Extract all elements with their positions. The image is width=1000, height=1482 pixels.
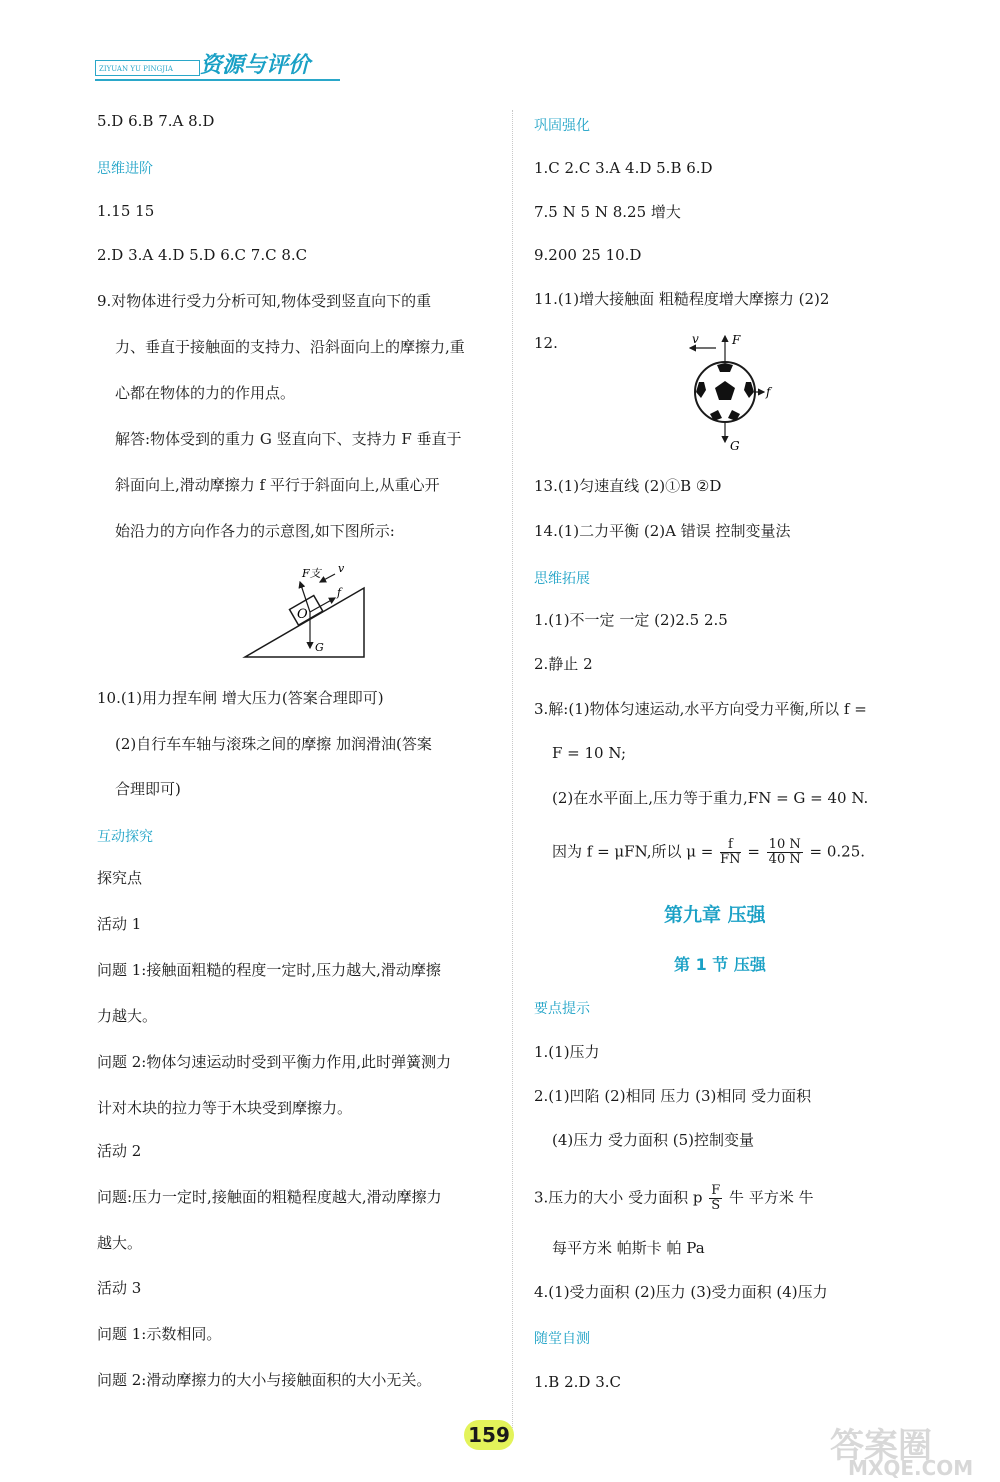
answer-line: 始沿力的方向作各力的示意图,如下图所示:	[115, 522, 395, 540]
formula-text: 牛 平方米 牛	[729, 1188, 814, 1207]
ball-label-G: G	[730, 439, 740, 453]
answer-line: 1.C 2.C 3.A 4.D 5.B 6.D	[534, 159, 713, 177]
answer-line: 力越大。	[97, 1007, 158, 1025]
ball-label-F: F	[732, 333, 741, 347]
answer-line-formula: 因为 f = μFN,所以 μ = $\frac{f}{FN}$ = $\frac{10 N}{40 N}$ = 0.25.	[552, 837, 866, 867]
column-divider	[512, 110, 513, 1440]
header-strip: ZIYUAN YU PINGJIA	[95, 60, 200, 76]
fraction-denominator: 40 N	[768, 852, 801, 867]
section-title: 第 1 节 压强	[674, 955, 766, 974]
fraction-numerator: F	[711, 1183, 721, 1198]
answer-line: 问题:压力一定时,接触面的粗糙程度越大,滑动摩擦力	[97, 1188, 442, 1206]
answer-line: 斜面向上,滑动摩擦力 f 平行于斜面向上,从重心开	[115, 476, 440, 494]
answer-line: 4.(1)受力面积 (2)压力 (3)受力面积 (4)压力	[534, 1283, 828, 1301]
answer-line: 1.(1)压力	[534, 1043, 600, 1061]
fraction-f-over-fn	[720, 838, 740, 867]
label-origin: O	[297, 607, 308, 622]
ball-force-diagram	[680, 330, 780, 455]
header-title: 资源与评价	[200, 53, 311, 78]
answer-line: 问题 1:示数相同。	[97, 1325, 222, 1343]
answer-line: 活动 2	[97, 1142, 142, 1160]
answer-line: 9.200 25 10.D	[534, 246, 642, 264]
answer-line: 问题 2:物体匀速运动时受到平衡力作用,此时弹簧测力	[97, 1053, 452, 1071]
answer-line: 9.对物体进行受力分析可知,物体受到竖直向下的重	[97, 292, 432, 310]
answer-line: 11.(1)增大接触面 粗糙程度增大摩擦力 (2)2	[534, 290, 830, 308]
section-heading: 思维进阶	[97, 161, 153, 177]
answer-line: 每平方米 帕斯卡 帕 Pa	[552, 1239, 705, 1257]
answer-line: 问题 1:接触面粗糙的程度一定时,压力越大,滑动摩擦	[97, 961, 441, 979]
answer-line: 越大。	[97, 1234, 143, 1252]
answer-line: 合理即可)	[115, 780, 181, 798]
page-header	[95, 48, 340, 80]
answer-line: 活动 3	[97, 1279, 142, 1297]
fraction-denominator: FN	[720, 852, 741, 867]
section-heading: 思维拓展	[534, 571, 590, 587]
header-rule	[95, 79, 340, 81]
section-heading: 随堂自测	[534, 1331, 590, 1347]
label-velocity: v	[338, 562, 345, 575]
answer-line: 2.静止 2	[534, 655, 593, 673]
answer-line: 解答:物体受到的重力 G 竖直向下、支持力 F 垂直于	[115, 430, 462, 448]
incline-force-diagram	[240, 560, 370, 665]
watermark-url: MXQE.COM	[848, 1456, 974, 1480]
fraction-numerator: 10 N	[768, 837, 801, 852]
answer-line: 10.(1)用力捏车闸 增大压力(答案合理即可)	[97, 689, 384, 707]
answer-line: 1.(1)不一定 一定 (2)2.5 2.5	[534, 611, 728, 629]
chapter-title: 第九章 压强	[664, 904, 766, 926]
formula-result: = 0.25.	[809, 842, 866, 861]
label-friction: f	[337, 586, 342, 599]
answer-line: 14.(1)二力平衡 (2)A 错误 控制变量法	[534, 522, 791, 540]
answer-line: 7.5 N 5 N 8.25 增大	[534, 203, 681, 221]
answer-line: 13.(1)匀速直线 (2)①B ②D	[534, 477, 722, 495]
formula-text: 因为 f = μFN,所以 μ =	[552, 842, 714, 861]
answer-line: 心都在物体的力的作用点。	[115, 384, 296, 402]
answer-line: (2)自行车车轴与滚珠之间的摩擦 加润滑油(答案	[115, 735, 432, 753]
answer-line-formula	[534, 1184, 814, 1213]
fraction-F-over-S	[709, 1184, 722, 1213]
ball-label-v: v	[692, 332, 699, 346]
watermark-logo: 答案圈	[830, 1426, 932, 1466]
answer-line: 探究点	[97, 869, 143, 887]
fraction-numerator: f	[720, 838, 740, 853]
answer-line: 问题 2:滑动摩擦力的大小与接触面积的大小无关。	[97, 1371, 432, 1389]
answer-line: 3.解:(1)物体匀速运动,水平方向受力平衡,所以 f =	[534, 700, 867, 718]
label-gravity: G	[315, 641, 324, 654]
answer-line: 2.(1)凹陷 (2)相同 压力 (3)相同 受力面积	[534, 1087, 812, 1105]
answer-line: F = 10 N;	[552, 744, 627, 762]
fraction-denominator: S	[711, 1198, 721, 1213]
section-heading: 要点提示	[534, 1001, 590, 1017]
answer-line: 1.B 2.D 3.C	[534, 1373, 621, 1391]
section-heading: 互动探究	[97, 829, 153, 845]
section-heading: 巩固强化	[534, 118, 590, 134]
fraction-10-over-40	[767, 838, 803, 867]
answer-line: 活动 1	[97, 915, 142, 933]
answer-line: 5.D 6.B 7.A 8.D	[97, 112, 215, 130]
answer-line: 力、垂直于接触面的支持力、沿斜面向上的摩擦力,重	[115, 338, 465, 356]
page-number: 159	[464, 1420, 514, 1450]
formula-text: 3.压力的大小 受力面积 p	[534, 1188, 703, 1207]
answer-line: (4)压力 受力面积 (5)控制变量	[552, 1131, 755, 1149]
answer-line: 1.15 15	[97, 202, 155, 220]
ball-label-f: f	[766, 385, 771, 399]
label-support-force: F支	[302, 567, 321, 580]
velocity-arrow	[320, 574, 335, 582]
answer-line: 2.D 3.A 4.D 5.D 6.C 7.C 8.C	[97, 246, 308, 264]
answer-line: 计对木块的拉力等于木块受到摩擦力。	[97, 1099, 353, 1117]
answer-line: 12.	[534, 334, 558, 352]
answer-line: (2)在水平面上,压力等于重力,FN = G = 40 N.	[552, 789, 869, 807]
